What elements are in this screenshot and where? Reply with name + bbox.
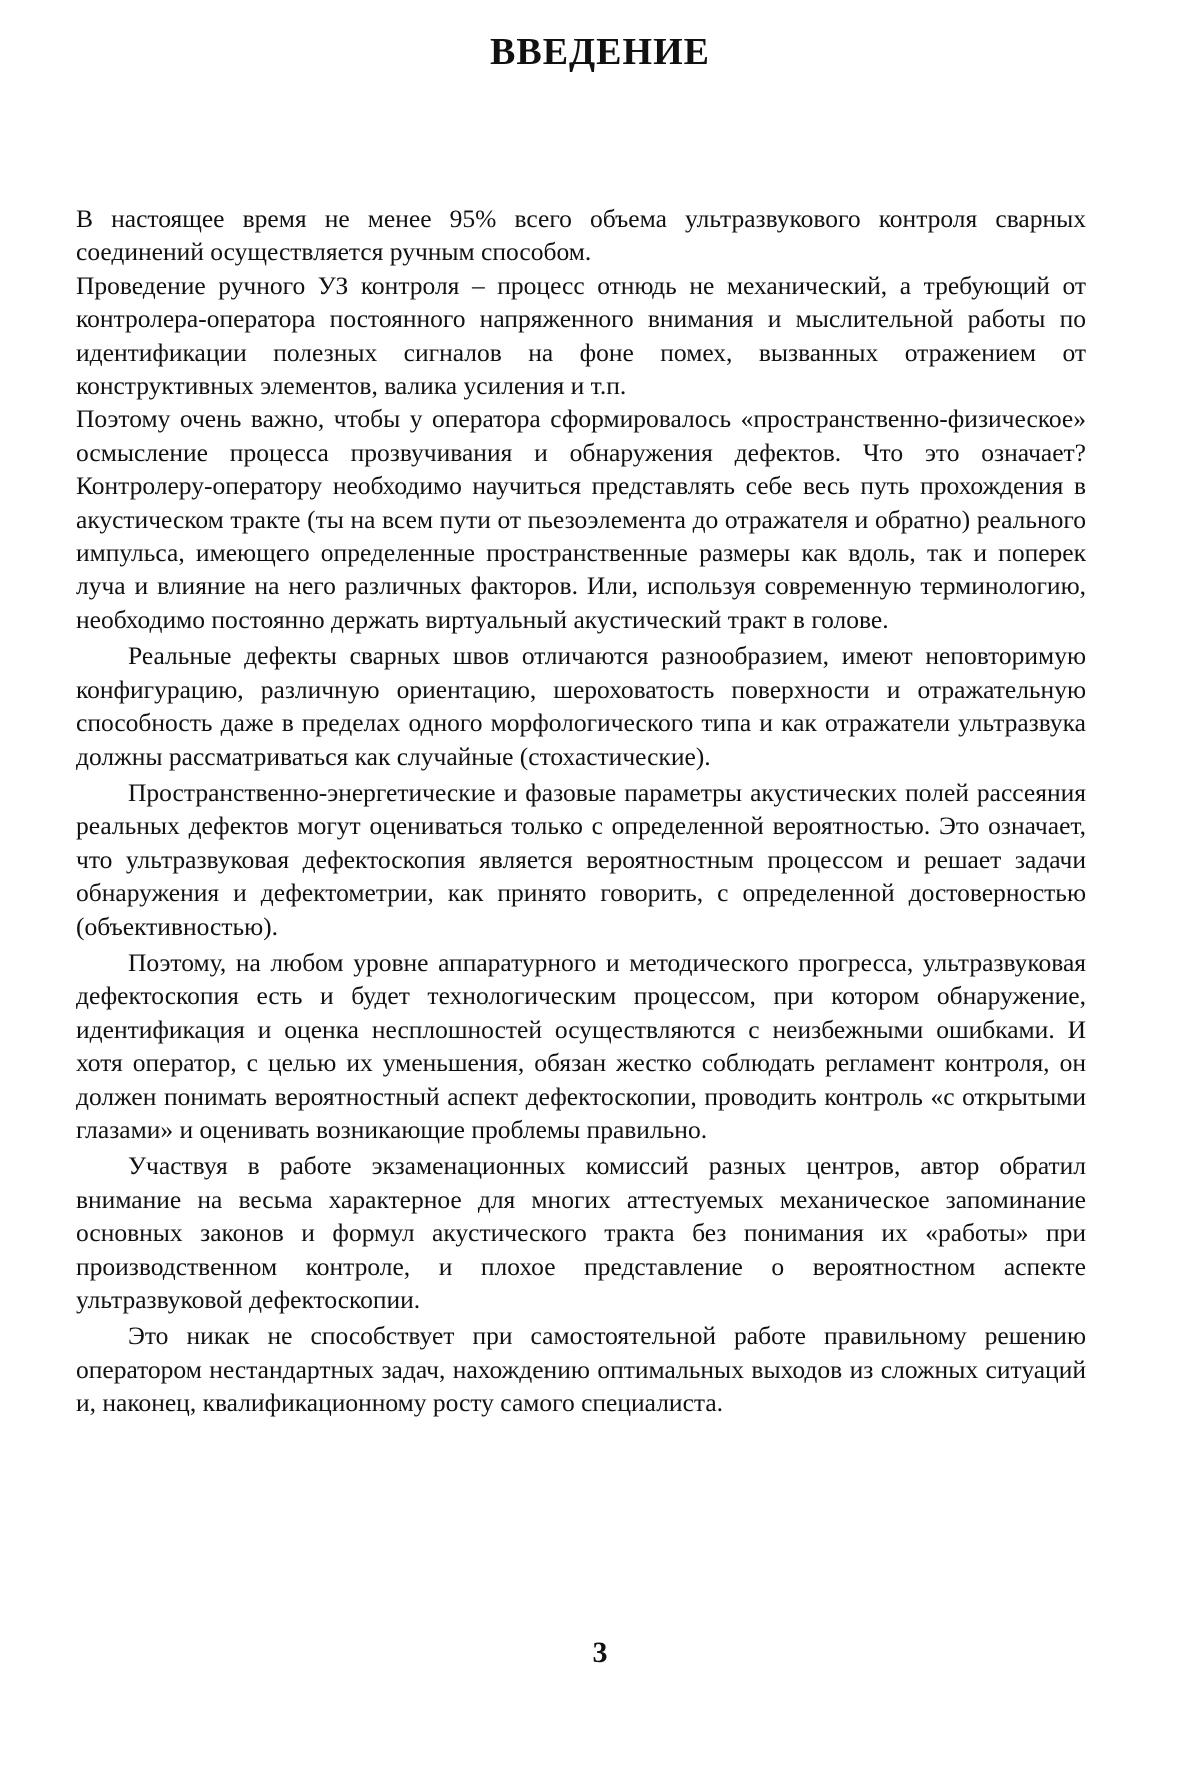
paragraph-8: Это никак не способствует при самостоятельной работе правильному решению оператором нестандартных задач, нахождению оптимальных выходов из сложных ситуаций и, наконец, квалификационному росту самого специалиста. [76, 1321, 1086, 1418]
paragraph-3: Поэтому очень важно, чтобы у оператора сформировалось «пространственно-физическое» осмысление процесса прозвучивания и обнаружения дефектов. Что это означает? Контролеру-оператору необходимо научиться представлять себе весь путь прохождения в акустическом тракте (ты на всем пути от пьезоэлемента до отражателя и обратно) реального импульса, имеющего определенные пространственные размеры как вдоль, так и поперек луча и влияние на него различных факторов. Или, используя современную терминологию, необходимо постоянно держать виртуальный акустический тракт в голове. [76, 404, 1086, 634]
paragraph-1: В настоящее время не менее 95% всего объема ультразвукового контроля сварных соединений осуществляется ручным способом. [76, 204, 1086, 267]
page-title: ВВЕДЕНИЕ [490, 31, 710, 73]
body-text [76, 202, 1086, 1420]
paragraph-5: Пространственно-энергетические и фазовые параметры акустических полей рассеяния реальных дефектов могут оцениваться только с определенной вероятностью. Это означает, что ультразвуковая дефектоскопия является вероятностным процессом и решает задачи обнаружения и дефектометрии, как принято говорить, с определенной достоверностью (объективностью). [76, 777, 1086, 941]
page-number: 3 [592, 1636, 608, 1669]
paragraph-7: Участвуя в работе экзаменационных комиссий разных центров, автор обратил внимание на весьма характерное для многих аттестуемых механическое запоминание основных законов и формул акустического тракта без понимания их «работы» при производственном контроле, и плохое представление о вероятностном аспекте ультразвуковой дефектоскопии. [76, 1151, 1086, 1314]
paragraph-6: Поэтому, на любом уровне аппаратурного и методического прогресса, ультразвуковая дефектоскопия есть и будет технологическим процессом, при котором обнаружение, идентификация и оценка несплошностей осуществляются с неизбежными ошибками. И хотя оператор, с целью их уменьшения, обязан жестко соблюдать регламент контроля, он должен понимать вероятностный аспект дефектоскопии, проводить контроль «с открытыми глазами» и оценивать возникающие проблемы правильно. [76, 947, 1086, 1144]
paragraph-2: Проведение ручного УЗ контроля – процесс отнюдь не механический, а требующий от контролера-оператора постоянного напряженного внимания и мыслительной работы по идентификации полезных сигналов на фоне помех, вызванных отражением от конструктивных элементов, валика усиления и т.п. [76, 270, 1086, 401]
paragraph-4: Реальные дефекты сварных швов отличаются разнообразием, имеют неповторимую конфигурацию, различную ориентацию, шероховатость поверхности и отражательную способность даже в пределах одного морфологического типа и как отражатели ультразвука должны рассматриваться как случайные (стохастические). [76, 641, 1086, 771]
